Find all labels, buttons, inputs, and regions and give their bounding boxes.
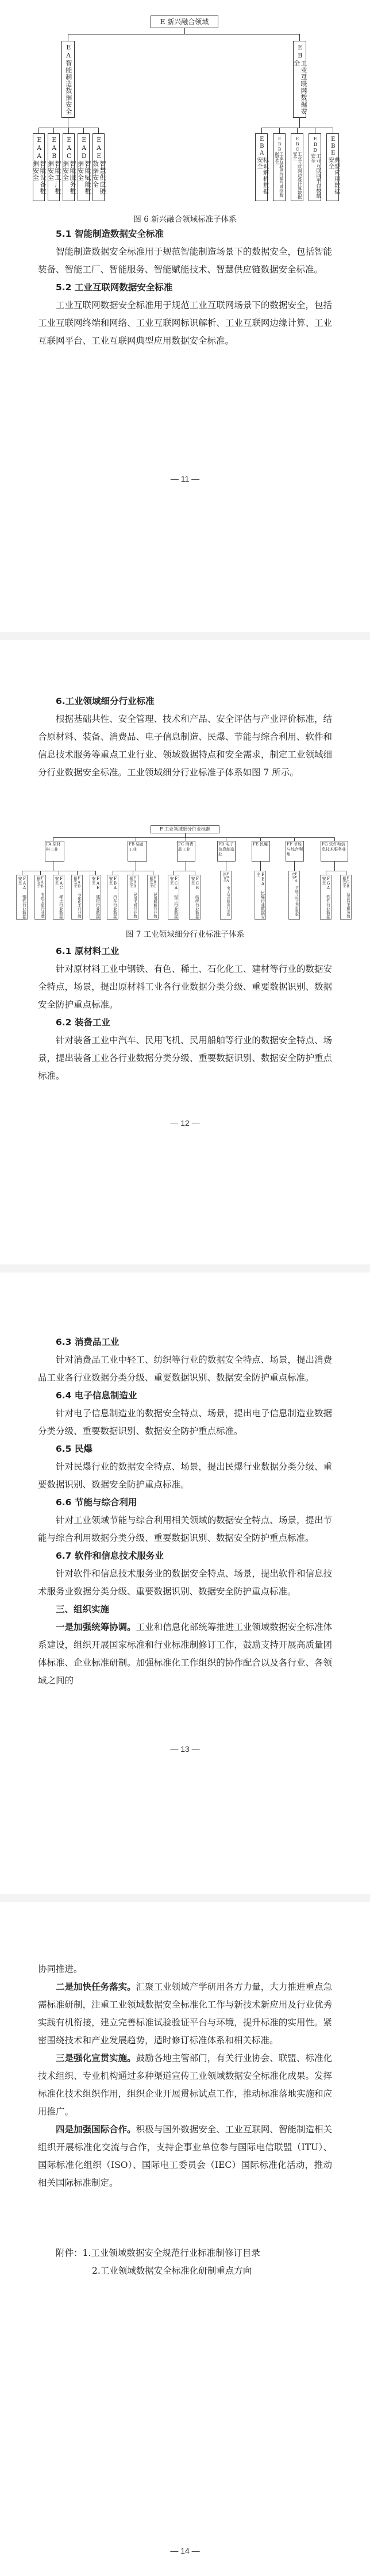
section-3-title: 三、组织实施 (56, 1604, 110, 1614)
tree-leaf-fac: FAC 稀土行业数据安全 (53, 875, 64, 920)
tree-root-f: F 工业领域细分行业标准 (151, 825, 219, 833)
section-3-para-4: 四是加强国际合作。积极与国外数据安全、工业互联网、智能制造相关组织开展标准化交流与合作，支持企事业单位参与国际电信联盟（ITU）、国际标准化组织（ISO）、国际电工委员会（IEC）国际标准化活动，推动相关国际标准制定。 (38, 2124, 332, 2188)
section-6-5-body: 针对民爆行业的数据安全特点、场景，提出民爆行业数据分类分级、重要数据识别、数据安全防护重点标准。 (38, 1462, 332, 1490)
tree-node-ebb: EBB 工业互联网终端与网络数据安全 (273, 133, 286, 201)
section-5-2-body: 工业互联网数据安全标准用于规范工业互联网场景下的数据安全，包括工业互联网终端和网络、工业互联网标识解析、工业互联网边缘计算、工业互联网平台、工业互联网典型应用数据安全标准。 (38, 300, 332, 346)
tree-node-ff: FF 节能与综合利用 (286, 841, 304, 862)
attachment-label: 附件： (56, 2248, 83, 2258)
section-6-4-title: 6.4 电子信息制造业 (56, 1390, 137, 1401)
page-number: — 14 — (170, 2546, 200, 2555)
tree-leaf-fca: FCA 轻工行业数据安全 (168, 875, 179, 920)
tree-leaf-fga: FGA 软件行业数据安全 (320, 875, 332, 920)
tree-node-fe: FE 民爆 (252, 841, 270, 862)
section-6-6-body: 针对工业领域节能与综合利用相关领域的数据安全特点、场景，提出节能与综合利用数据分类分级、重要数据识别、数据安全防护重点标准。 (38, 1515, 332, 1543)
section-5-1-title: 5.1 智能制造数据安全标准 (56, 229, 164, 239)
tree-leaf-fcb: FCB 纺织行业数据安全 (189, 875, 201, 920)
tree-node-fb: FB 装备工业 (128, 841, 147, 862)
attachment-item-1: 附件：1.工业领域数据安全规范行业标准制修订目录 (56, 2248, 260, 2258)
page-number: — 11 — (170, 474, 200, 483)
page-number: — 13 — (170, 1744, 200, 1754)
section-6-5-title: 6.5 民爆 (56, 1444, 92, 1454)
section-3-para-1-cont: 协同推进。 (38, 1964, 83, 1974)
tree-node-eba: EBA 标识解析数据安全 (255, 133, 268, 201)
page-gap (0, 1894, 370, 1902)
tree-leaf-fda: FDA 电子信息制造行业数据安全 (220, 871, 232, 920)
tree-node-ea: EA 智能制造数据安全 (61, 41, 75, 118)
tree-leaf-fae: FAE 建材行业数据安全 (90, 875, 101, 920)
section-6-3-body: 针对消费品工业中轻工、纺织等行业的数据安全特点、场景，提出消费品工业各行业数据分类分级、重要数据识别、数据安全防护重点标准。 (38, 1355, 332, 1383)
page-gap (0, 632, 370, 640)
tree-leaf-fbc: FBC 民用船舶行业数据安全 (147, 875, 159, 920)
section-6-title: 6.工业领域细分行业标准 (56, 696, 155, 706)
tree-leaf-fbb: FBB 民用飞机行业数据安全 (127, 875, 138, 920)
section-3-para-2: 二是加快任务落实。汇聚工业领域产学研用各方力量，大力推进重点急需标准研制，注重工业领域数据安全标准化工作与新技术新应用及行业优秀实践有机衔接，建立完善标准试验验证平台与环境，提升标准的实用性。紧密围绕技术和产业发展趋势，适时修订标准体系和相关标准。 (38, 1982, 332, 2046)
tree-leaf-ffa: FFA 节能与综合利用数据安全 (288, 871, 300, 920)
section-6-1-title: 6.1 原材料工业 (56, 946, 120, 956)
tree-node-eac: EAC 智能服务数据安全 (63, 133, 75, 201)
tree-node-eb: EB 工业互联网数据安全 (293, 41, 306, 118)
tree-node-eab: EAB 智能工厂数据安全 (48, 133, 60, 201)
section-3-para-1: 一是加强统筹协调。工业和信息化部统筹推进工业领域数据安全标准体系建设，组织开展国家标准和行业标准制修订工作，鼓励支持开展高质量团体标准、企业标准研制。加强标准化工作组织的协作配合以及各行业、各领域之间的 (38, 1622, 332, 1686)
section-6-2-body: 针对装备工业中汽车、民用飞机、民用船舶等行业的数据安全特点、场景，提出装备工业各行业数据分类分级、重要数据识别、数据安全防护重点标准。 (38, 1035, 332, 1081)
tree-node-fa: FA 原材料工业 (45, 841, 64, 862)
section-6-body: 根据基础共性、安全管理、技术和产品、安全评估与产业评价标准，结合原材料、装备、消费品、电子信息制造、民爆、节能与综合利用、软件和信息技术服务等重点工业行业、领域数据特点和安全需求，制定工业领域细分行业数据安全标准。工业领域细分行业标准子体系如图 7 所示。 (38, 714, 332, 778)
tree-leaf-fba: FBA 汽车行业数据安全 (107, 875, 118, 920)
tree-node-eaa: EAA 智能设备数据安全 (33, 133, 45, 201)
tree-node-fg: FG 软件和信息技术服务业 (321, 841, 348, 862)
page-number: — 12 — (170, 1118, 200, 1128)
tree-node-ebc: EBC 工业互联网边缘计算数据安全 (291, 133, 303, 201)
figure-6-caption: 图 6 新兴融合领域标准子体系 (133, 215, 237, 224)
tree-leaf-fgb: FGB 信息技术服务数据安全 (340, 875, 352, 920)
page-gap (0, 1264, 370, 1272)
section-6-4-body: 针对电子信息制造业的数据安全特点、场景，提出电子信息制造业数据分类分级、重要数据识别、数据安全防护重点标准。 (38, 1408, 332, 1436)
attachment-item-2: 2.工业领域数据安全标准化研制重点方向 (92, 2266, 252, 2276)
section-6-7-title: 6.7 软件和信息技术服务业 (56, 1551, 164, 1561)
section-5-1-body: 智能制造数据安全标准用于规范智能制造场景下的数据安全，包括智能装备、智能工厂、智能服务、智能赋能技术、智慧供应链数据安全标准。 (38, 247, 332, 275)
tree-leaf-fea: FEA 民爆行业数据安全 (255, 871, 266, 920)
tree-root-e: E 新兴融合领域 (151, 16, 218, 28)
section-6-2-title: 6.2 装备工业 (56, 1017, 110, 1028)
tree-node-ead: EAD 智能赋能数据安全 (78, 133, 90, 201)
section-3-para-3: 三是强化宣贯实施。鼓励各地主管部门，有关行业协会、联盟、标准化技术组织、专业机构通过多种渠道宣传工业领域数据安全标准化成果。发挥标准化技术组织作用，组织企业开展贯标试点工作，推动标准落地实施和应用推广。 (38, 2053, 332, 2117)
tree-node-fc: FC 消费品工业 (177, 841, 195, 862)
tree-leaf-fab: FAB 有色金属行业数据安全 (34, 875, 46, 920)
section-6-1-body: 针对原材料工业中钢铁、有色、稀土、石化化工、建材等行业的数据安全特点，场景，提出原材料工业各行业数据分类分级、重要数据识别、数据安全防护重点标准。 (38, 964, 332, 1010)
section-6-3-title: 6.3 消费品工业 (56, 1337, 120, 1347)
tree-leaf-fad: FAD 石化化工行业数据安全 (71, 875, 83, 920)
tree-node-eae: EAE 智慧供应链数据安全 (92, 133, 105, 201)
section-5-2-title: 5.2 工业互联网数据安全标准 (56, 282, 173, 293)
figure-7-caption: 图 7 工业领域细分行业标准子体系 (125, 930, 245, 939)
tree-node-ebd: EBD 工业互联网平台数据安全 (309, 133, 321, 201)
section-6-7-body: 针对软件和信息技术服务业的数据安全特点、场景，提出软件和信息技术服务业数据分类分级、重要数据识别、数据安全防护重点标准。 (38, 1568, 332, 1597)
section-6-6-title: 6.6 节能与综合利用 (56, 1497, 137, 1508)
tree-node-ebe: EBE 典型应用数据安全 (326, 133, 339, 201)
tree-leaf-faa: FAA 钢铁行业数据安全 (16, 875, 28, 920)
tree-node-fd: FD 电子信息制造业 (217, 841, 236, 862)
